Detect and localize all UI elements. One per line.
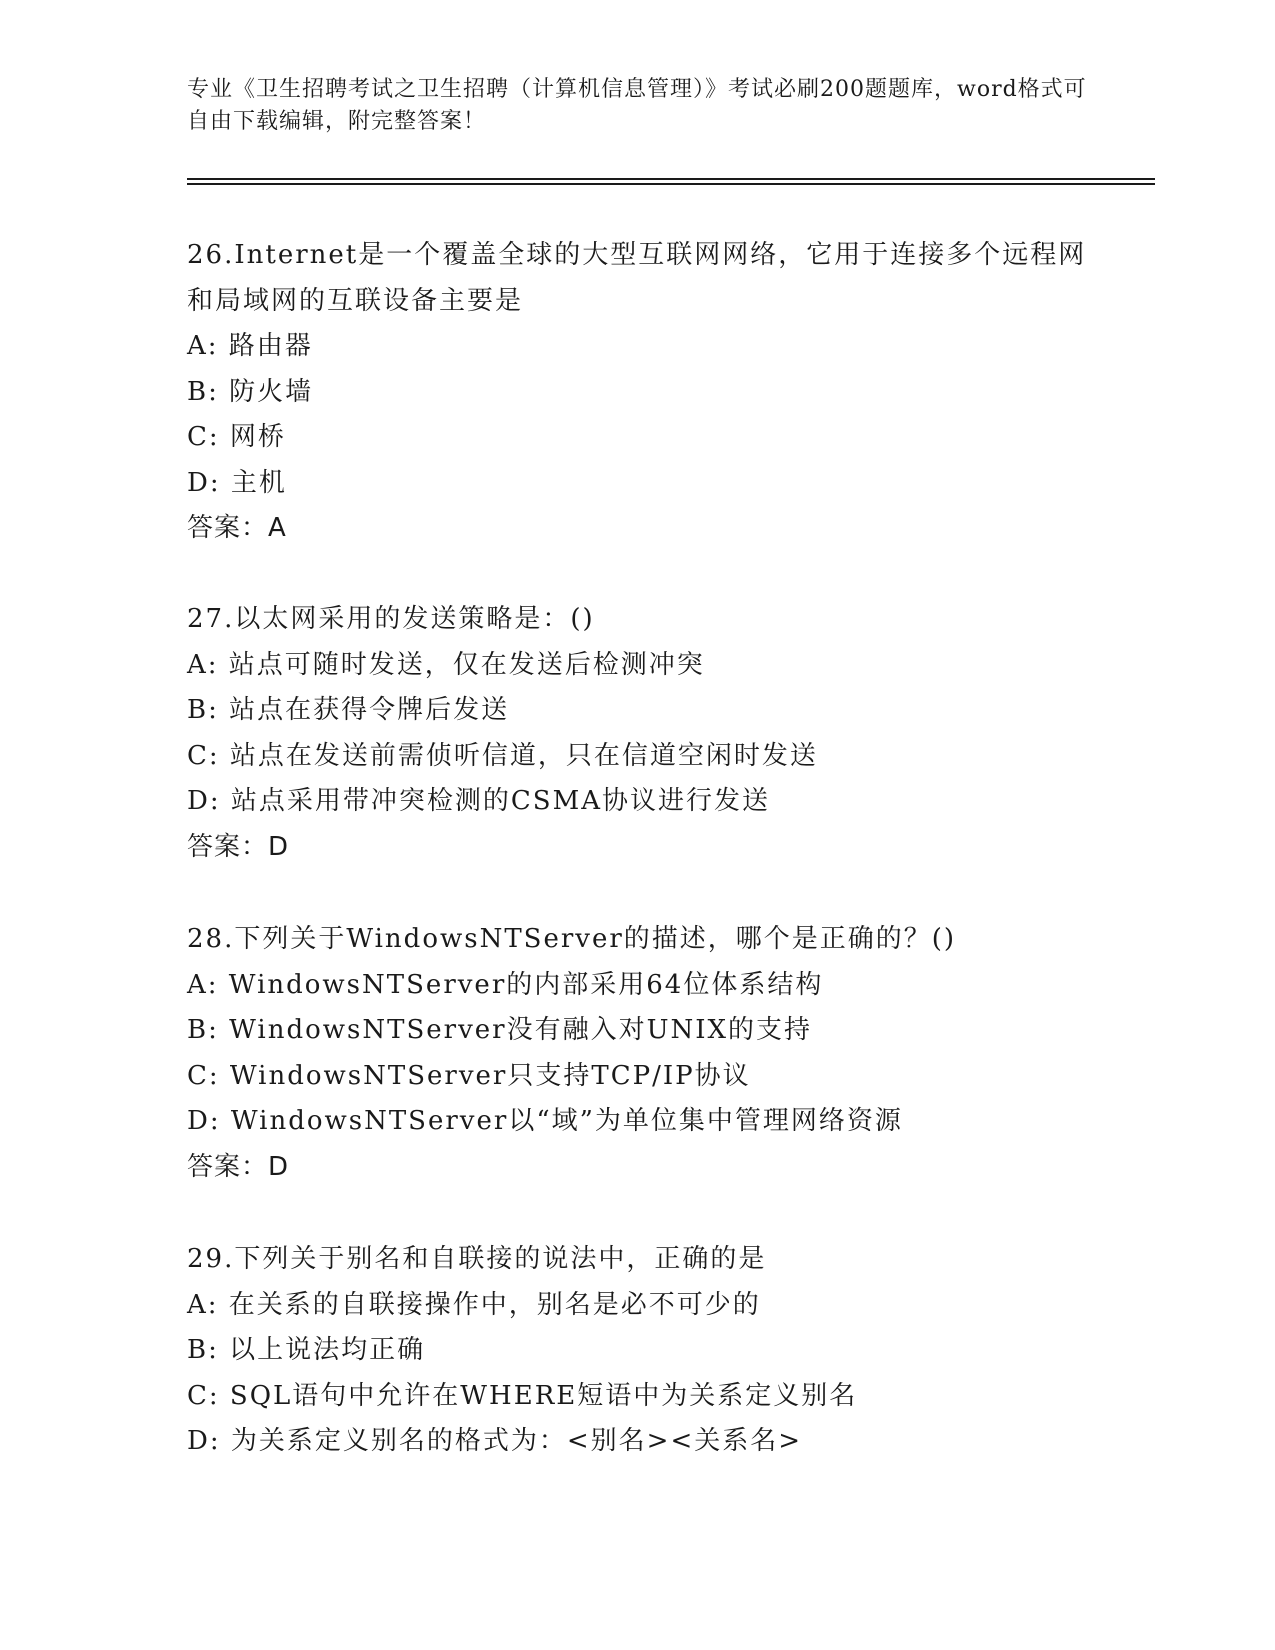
question-stem: 26.Internet是一个覆盖全球的大型互联网网络，它用于连接多个远程网和局域网的互联设备主要是 xyxy=(187,240,1087,316)
question-stem: 28.下列关于WindowsNTServer的描述，哪个是正确的？() xyxy=(187,924,957,954)
question-28 xyxy=(187,917,1107,1190)
option-d: D: WindowsNTServer以“域”为单位集中管理网络资源 xyxy=(187,1106,903,1136)
option-b: B: 站点在获得令牌后发送 xyxy=(187,695,510,725)
option-c: C: 站点在发送前需侦听信道，只在信道空闲时发送 xyxy=(187,740,818,771)
option-c: C: 网桥 xyxy=(187,422,286,452)
question-stem: 29.下列关于别名和自联接的说法中，正确的是 xyxy=(187,1244,767,1274)
answer-line: 答案：D xyxy=(187,1151,290,1182)
option-a: A: 路由器 xyxy=(187,331,313,361)
answer-line: 答案：D xyxy=(187,831,290,862)
option-d: D: 主机 xyxy=(187,467,287,498)
question-27 xyxy=(187,597,1107,870)
option-d: D: 为关系定义别名的格式为：<别名><关系名> xyxy=(187,1426,803,1456)
document-header: 专业《卫生招聘考试之卫生招聘（计算机信息管理）》考试必刷200题题库，word格式可自由下载编辑，附完整答案！ xyxy=(187,77,1087,134)
option-b: B: WindowsNTServer没有融入对UNIX的支持 xyxy=(187,1015,813,1045)
header-divider-top xyxy=(187,178,1155,180)
header-divider-bottom xyxy=(187,183,1155,185)
option-a: A: 站点可随时发送，仅在发送后检测冲突 xyxy=(187,649,705,680)
answer-line: 答案：A xyxy=(187,513,287,543)
option-d: D: 站点采用带冲突检测的CSMA协议进行发送 xyxy=(187,786,770,816)
question-29 xyxy=(187,1237,1107,1465)
option-b: B: 防火墙 xyxy=(187,376,314,407)
option-a: A: WindowsNTServer的内部采用64位体系结构 xyxy=(187,969,824,1000)
option-b: B: 以上说法均正确 xyxy=(187,1335,426,1365)
option-c: C: SQL语句中允许在WHERE短语中为关系定义别名 xyxy=(187,1380,858,1411)
question-stem: 27.以太网采用的发送策略是：() xyxy=(187,604,595,634)
question-26 xyxy=(187,233,1107,552)
option-c: C: WindowsNTServer只支持TCP/IP协议 xyxy=(187,1060,751,1091)
option-a: A: 在关系的自联接操作中，别名是必不可少的 xyxy=(187,1289,761,1320)
